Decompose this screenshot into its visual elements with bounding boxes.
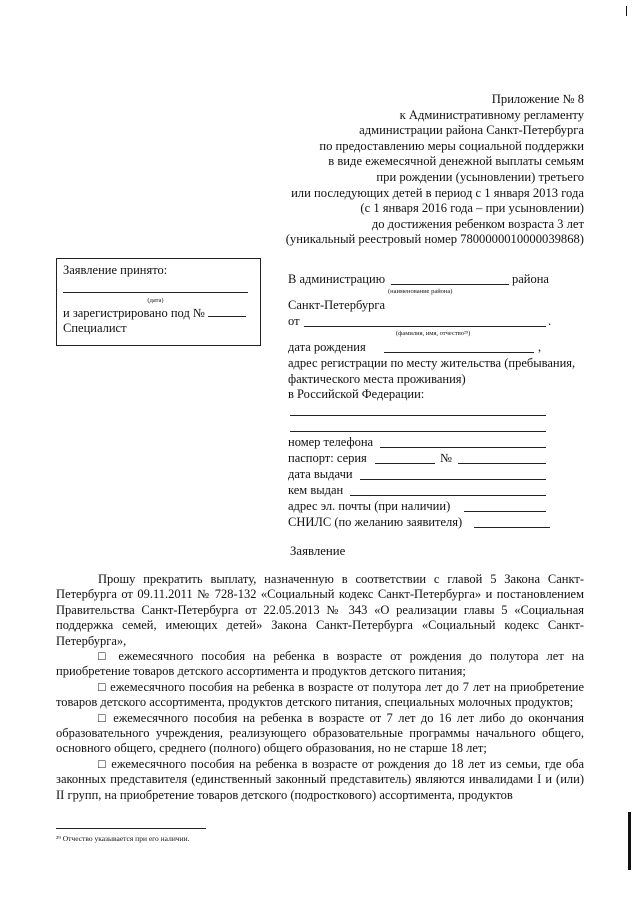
fio-caption: (фамилия, имя, отчество²⁹) bbox=[396, 330, 471, 337]
option-item-3[interactable]: □ ежемесячного пособия на ребенка в возрасте от 7 лет до 16 лет либо до окончания образовательного учреждения, реализующего образовательные программы начального общего, основного общего, среднего (полного) общего образования, но не старше 18 лет; bbox=[56, 710, 584, 756]
header-line: до достижения ребенком возраста 3 лет bbox=[371, 216, 584, 231]
issue-date-label: дата выдачи bbox=[288, 466, 353, 481]
passport-series-label: паспорт: серия bbox=[288, 450, 367, 465]
header-line: в виде ежемесячной денежной выплаты семьям bbox=[328, 154, 584, 169]
header-line: (с 1 января 2016 года – при усыновлении) bbox=[360, 201, 584, 216]
footnote: ²⁹ Отчество указывается при его наличии. bbox=[56, 834, 190, 843]
option-item-2[interactable]: □ ежемесячного пособия на ребенка в возрасте от полутора лет до 7 лет на приобретение товаров детского ассортимента, продуктов детского питания, специальных молочных продуктов; bbox=[56, 679, 584, 710]
birth-end-mark: , bbox=[538, 340, 542, 354]
passport-number-label: № bbox=[440, 450, 452, 465]
registered-label: и зарегистрировано под № bbox=[63, 306, 205, 320]
header-line: Приложение № 8 bbox=[491, 92, 584, 106]
to-admin-label: В администрацию bbox=[288, 272, 386, 286]
passport-series-field[interactable] bbox=[375, 463, 435, 464]
scan-edge-mark bbox=[626, 6, 627, 16]
option-item-1[interactable]: □ ежемесячного пособия на ребенка в возрасте от рождения до полутора лет на приобретение товаров детского ассортимента и продуктов детского питания; bbox=[56, 649, 584, 679]
header-line: при рождении (усыновлении) третьего bbox=[376, 169, 584, 184]
snils-field[interactable] bbox=[474, 527, 550, 528]
email-label: адрес эл. почты (при наличии) bbox=[288, 498, 451, 513]
passport-number-field[interactable] bbox=[458, 463, 546, 464]
address-label-2: фактического места проживания) bbox=[288, 371, 466, 386]
district-label: района bbox=[512, 272, 549, 286]
header-line: администрации района Санкт-Петербурга bbox=[359, 123, 584, 138]
accepted-date-field[interactable] bbox=[63, 278, 248, 293]
header-line: по предоставлению меры социальной поддержки bbox=[319, 138, 584, 153]
email-field[interactable] bbox=[464, 511, 546, 512]
issue-date-field[interactable] bbox=[360, 479, 546, 480]
district-caption: (наименование района) bbox=[388, 288, 453, 295]
accepted-title: Заявление принято: bbox=[63, 263, 168, 277]
address-field-2[interactable] bbox=[290, 431, 546, 432]
applicant-form bbox=[288, 272, 578, 531]
city-label: Санкт-Петербурга bbox=[288, 298, 386, 312]
scan-edge-mark bbox=[628, 812, 631, 870]
document-title: Заявление bbox=[290, 544, 346, 558]
registration-number-field[interactable] bbox=[208, 304, 246, 317]
option-item-4[interactable]: □ ежемесячного пособия на ребенка в возрасте от рождения до 18 лет из семьи, где оба законных представителя (единственный законный представитель) являются инвалидами I и (или) II групп, на приобретение товаров детского (подросткового) ассортимента, продуктов bbox=[56, 756, 584, 802]
accepted-box bbox=[56, 258, 261, 346]
phone-field[interactable] bbox=[380, 447, 546, 448]
applicant-name-field[interactable] bbox=[304, 326, 546, 327]
appendix-header bbox=[164, 92, 584, 248]
issued-by-field[interactable] bbox=[350, 495, 546, 496]
district-name-field[interactable] bbox=[391, 284, 509, 285]
header-line: к Административному регламенту bbox=[399, 107, 584, 122]
snils-label: СНИЛС (по желанию заявителя) bbox=[288, 514, 463, 529]
birth-date-label: дата рождения bbox=[288, 340, 366, 354]
header-line: (уникальный реестровый номер 7800000010000039868) bbox=[285, 232, 584, 247]
specialist-label: Специалист bbox=[63, 321, 127, 335]
accepted-date-caption: (дата) bbox=[147, 297, 164, 304]
address-label-3: в Российской Федерации: bbox=[288, 387, 425, 401]
footnote-separator bbox=[56, 828, 206, 829]
document-body bbox=[56, 572, 584, 803]
birth-date-field[interactable] bbox=[384, 352, 534, 353]
header-line: или последующих детей в период с 1 января 2013 года bbox=[291, 185, 584, 200]
address-label-1: адрес регистрации по месту жительства (пребывания, bbox=[288, 356, 576, 370]
intro-paragraph: Прошу прекратить выплату, назначенную в соответствии с главой 5 Закона Санкт-Петербурга от 09.11.2011 № 728-132 «Социальный кодекс Санкт-Петербурга» и постановлением Правительства Санкт-Петербурга от 22.05.2013 № 343 «О реализации главы 5 «Социальная поддержка семей, имеющих детей» Закона Санкт-Петербурга «Социальный кодекс Санкт-Петербурга», bbox=[56, 572, 584, 648]
from-end-mark: . bbox=[548, 314, 552, 328]
phone-label: номер телефона bbox=[288, 434, 374, 449]
address-field-1[interactable] bbox=[290, 415, 546, 416]
from-label: от bbox=[288, 314, 300, 328]
issued-by-label: кем выдан bbox=[288, 482, 344, 497]
